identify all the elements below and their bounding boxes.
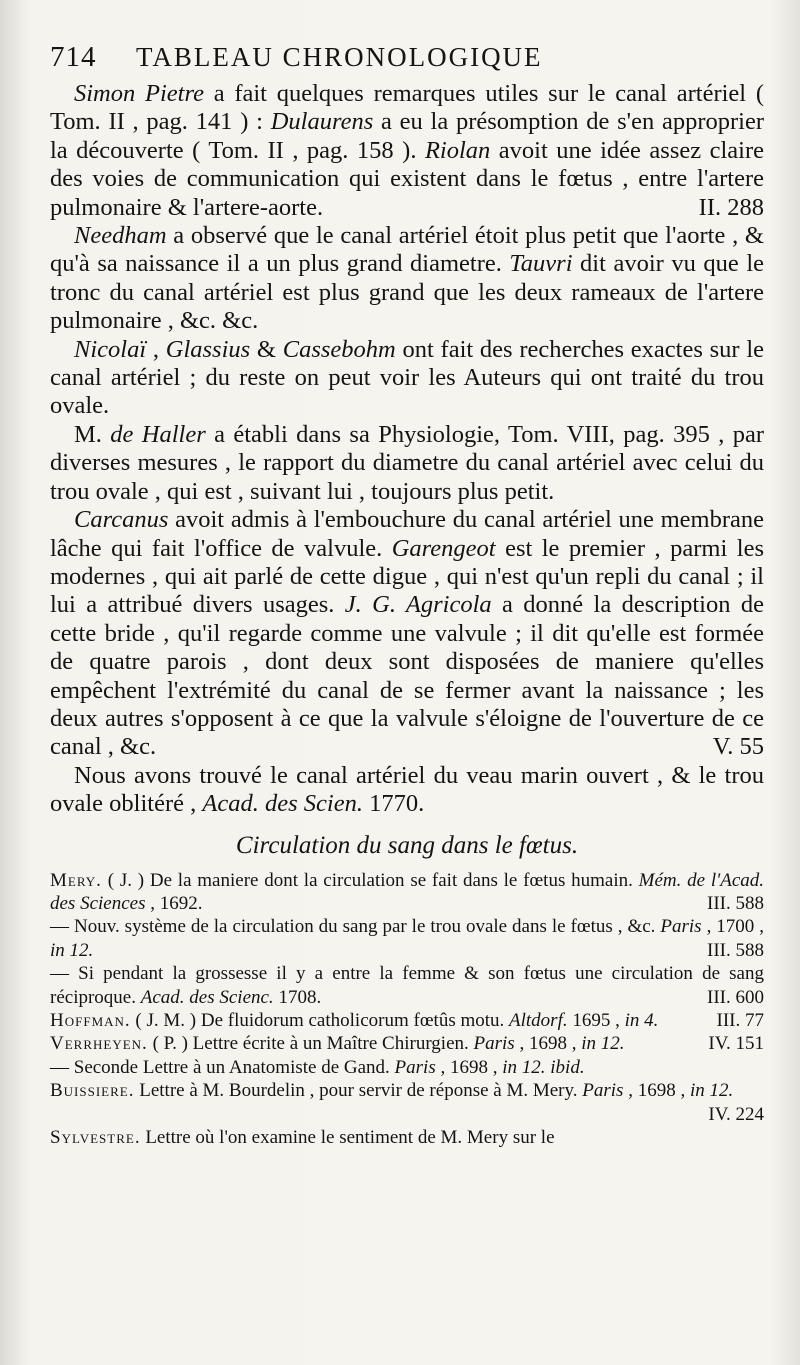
text-run: — Si pendant la grossesse il y a entre la femme & son fœtus une circulation de sang réciproque. [50, 963, 764, 1008]
text-run: — Seconde Lettre à un Anatomiste de Gand. [50, 1056, 395, 1078]
bibliography-entry [50, 1056, 764, 1079]
volume-reference: IV. 224 [708, 1103, 764, 1125]
italic-text: in 12. [502, 1056, 546, 1078]
italic-text: Paris [473, 1033, 515, 1055]
italic-text: Simon Pietre [74, 80, 204, 107]
entry-author: Buissiere. [50, 1080, 135, 1102]
entry-author: Hoffman. [50, 1010, 131, 1031]
bibliography-entry [50, 962, 764, 1009]
text-run: a observé que le canal artériel étoit plus petit que l'aorte , & qu'à sa naissance il a un plus grand diametre. [50, 222, 764, 278]
italic-text: Paris [660, 916, 702, 938]
text-run: Lettre à M. Bourdelin , pour servir de réponse à M. Mery. [134, 1080, 583, 1102]
text-run: , 1698 , [435, 1056, 503, 1078]
text-run: ( J. M. ) De fluidorum catholicorum fœtûs motu. [130, 1010, 510, 1031]
volume-reference: III. 600 [707, 986, 764, 1008]
volume-reference: III. 77 [716, 1010, 764, 1031]
entry-author: Mery. [50, 869, 102, 891]
bibliography-entry [50, 1009, 764, 1032]
volume-reference: III. 588 [707, 892, 764, 914]
italic-text: in 12. [689, 1080, 734, 1102]
entry-author: Verrheyen. [50, 1033, 148, 1055]
italic-text: J. G. Agricola [344, 591, 492, 619]
text-run: a donné la description de cette bride , qu'il regarde comme une valvule ; il dit qu'elle est formée de quatre parois , dont deux sont disposées de maniere qu'elles empêchent l'extrémité du canal de se fermer avant la naissance ; les deux autres s'opposent à ce que la valvule s'éloigne de l'ouverture de ce canal , &c. [50, 591, 764, 761]
text-run: ont fait des recherches exactes sur le canal artériel ; du reste on peut voir les Auteurs qui ont traité du trou ovale. [50, 335, 765, 420]
paragraph [50, 80, 764, 222]
paragraph [50, 762, 764, 819]
text-run: & [250, 335, 283, 363]
italic-text: Glassius [165, 335, 251, 363]
italic-text: Riolan [424, 136, 491, 164]
running-head: TABLEAU CHRONOLOGIQUE [136, 42, 543, 72]
text-run: dit avoir vu que le tronc du canal artériel est plus grand que les deux rameaux de l'artere pulmonaire , &c. &c. [50, 250, 764, 335]
italic-text: Cassebohm [282, 335, 396, 363]
bibliography-entry [50, 1079, 764, 1126]
text-run: — Nouv. système de la circulation du sang par le trou ovale dans le fœtus , &c. [50, 916, 661, 938]
italic-text: Tauvri [509, 250, 573, 278]
italic-text: Paris [394, 1056, 436, 1078]
italic-text: Garengeot [391, 534, 496, 562]
italic-text: ibid. [550, 1056, 585, 1078]
volume-reference: III. 588 [707, 939, 764, 961]
text-run: Lettre où l'on examine le sentiment de M. Mery sur le [140, 1127, 555, 1149]
italic-text: de Haller [110, 420, 206, 448]
text-run: M. [74, 420, 111, 448]
italic-text: Mém. de l'Acad. des Sciences [50, 869, 764, 914]
bibliography-entry [50, 1032, 764, 1055]
volume-reference: II. 288 [698, 193, 764, 221]
text-run: Nous avons trouvé le canal artériel du veau marin ouvert , & le trou ovale oblitéré , [50, 761, 764, 818]
text-run: 1695 , [567, 1010, 625, 1031]
bibliography [50, 869, 764, 1150]
italic-text: Paris [582, 1080, 624, 1102]
text-run: , 1698 , [514, 1033, 582, 1055]
bibliography-entry [50, 1126, 764, 1149]
text-run: est le premier , parmi les modernes , qui ait parlé de cette digue , qui n'est qu'un repli du canal ; il lui a attribué divers usages. [50, 534, 764, 619]
volume-reference: IV. 151 [708, 1033, 764, 1055]
paragraph [50, 222, 764, 336]
text-run: a eu la présomption de s'en approprier la découverte ( Tom. II , pag. 158 ). [50, 108, 764, 164]
italic-text: Altdorf. [509, 1010, 568, 1031]
paragraph [50, 421, 764, 506]
bibliography-entry [50, 869, 764, 916]
italic-text: Needham [74, 222, 167, 250]
text-run: , 1698 , [623, 1080, 690, 1102]
paragraph [50, 506, 764, 762]
volume-reference: V. 55 [712, 733, 764, 761]
italic-text: Nicolaï [74, 335, 147, 363]
text-run: , 1692. [145, 892, 203, 914]
paragraph [50, 336, 764, 421]
text-run: , [146, 335, 166, 363]
text-run: avoit admis à l'embouchure du canal artériel une membrane lâche qui fait l'office de valvule. [50, 506, 764, 562]
text-run: , 1700 , [701, 916, 765, 938]
text-run: 1708. [273, 986, 322, 1008]
bibliography-entry [50, 915, 764, 962]
text-run: a établi dans sa Physiologie, Tom. VIII, pag. 395 , par diverses mesures , le rapport du diametre du canal artériel avec celui du trou ovale , qui est , suivant lui , toujours plus petit. [50, 420, 764, 505]
page-header [50, 40, 764, 80]
italic-text: Acad. des Scien. [202, 790, 363, 818]
italic-text: in 12. [581, 1033, 625, 1055]
section-title: Circulation du sang dans le fœtus. [235, 831, 579, 859]
text-run: ( P. ) Lettre écrite à un Maître Chirurgien. [147, 1033, 474, 1055]
text-run: avoit une idée assez claire des voies de communication qui existent dans le fœtus , entre l'artere pulmonaire & l'artere-aorte. [50, 136, 764, 221]
page-number: 714 [50, 41, 97, 73]
entry-author: Sylvestre. [50, 1127, 141, 1149]
italic-text: in 12. [50, 939, 94, 961]
italic-text: in 4. [624, 1010, 659, 1031]
main-text [50, 80, 764, 819]
italic-text: Carcanus [74, 506, 169, 534]
text-run: a fait quelques remarques utiles sur le canal artériel ( Tom. II , pag. 141 ) : [50, 80, 764, 136]
text-run: ( J. ) De la maniere dont la circulation se fait dans le fœtus humain. [101, 869, 639, 891]
italic-text: Acad. des Scienc. [140, 986, 274, 1008]
italic-text: Dulaurens [270, 108, 374, 136]
text-run: 1770. [362, 790, 425, 818]
